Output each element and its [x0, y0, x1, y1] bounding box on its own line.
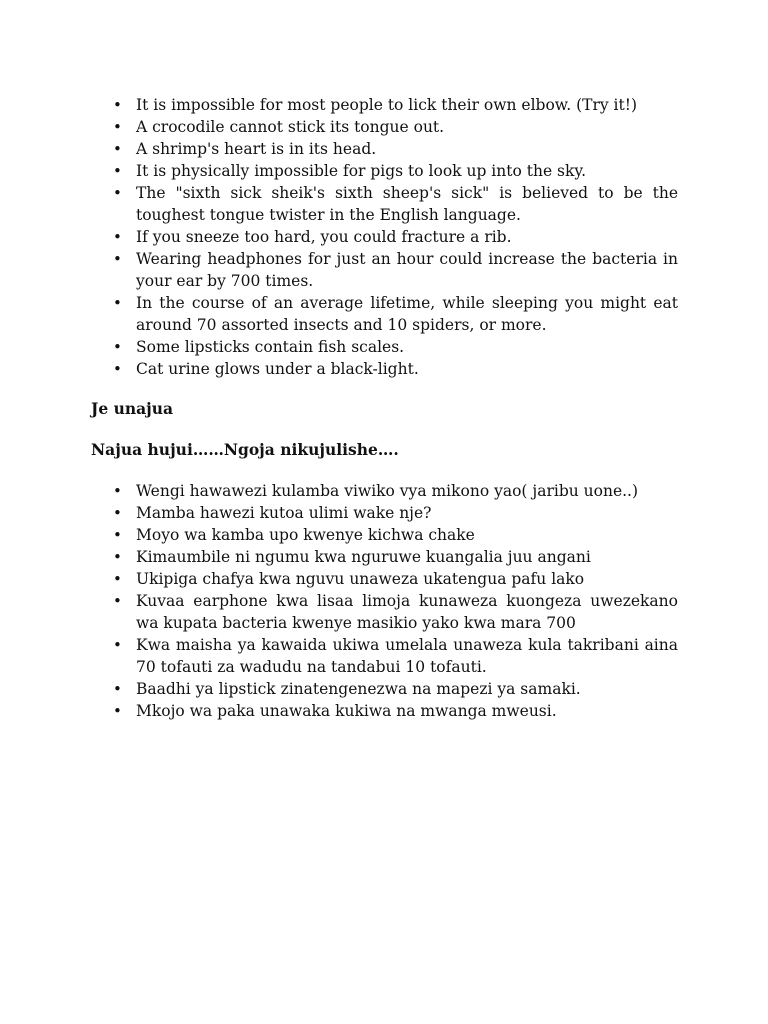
list-item-text: Kwa maisha ya kawaida ukiwa umelala unaweza kula takribani aina 70 tofauti za wadudu na tandabui 10 tofauti. — [136, 636, 678, 676]
list-item — [91, 138, 678, 160]
section-heading-je-unajua: Je unajua — [91, 399, 174, 418]
list-item — [91, 524, 678, 546]
list-item — [91, 116, 678, 138]
list-item-text: Ukipiga chafya kwa nguvu unaweza ukatengua pafu lako — [136, 570, 585, 588]
swahili-facts-list — [91, 480, 678, 722]
bullet-icon: • — [113, 338, 122, 356]
bullet-icon: • — [113, 592, 122, 610]
list-item-text: Cat urine glows under a black-light. — [136, 360, 419, 378]
bullet-icon: • — [113, 294, 122, 312]
list-item-text: It is physically impossible for pigs to look up into the sky. — [136, 162, 587, 180]
list-item — [91, 678, 678, 700]
list-item — [91, 358, 678, 380]
bullet-icon: • — [113, 548, 122, 566]
list-item-text: Kimaumbile ni ngumu kwa nguruwe kuangalia juu angani — [136, 548, 591, 566]
list-item-text: A shrimp's heart is in its head. — [136, 140, 377, 158]
list-item — [91, 248, 678, 292]
list-item — [91, 226, 678, 248]
list-item-text: Wearing headphones for just an hour could increase the bacteria in your ear by 700 times. — [136, 250, 678, 290]
list-item — [91, 94, 678, 116]
list-item — [91, 480, 678, 502]
bullet-icon: • — [113, 184, 122, 202]
list-item — [91, 336, 678, 358]
bullet-icon: • — [113, 118, 122, 136]
english-facts-list — [91, 94, 678, 380]
list-item-text: A crocodile cannot stick its tongue out. — [136, 118, 445, 136]
list-item — [91, 546, 678, 568]
bullet-icon: • — [113, 570, 122, 588]
section-heading-najua-hujui: Najua hujui……Ngoja nikujulishe…. — [91, 440, 399, 459]
list-item-text: If you sneeze too hard, you could fracture a rib. — [136, 228, 512, 246]
document-content — [91, 94, 678, 722]
list-item-text: It is impossible for most people to lick their own elbow. (Try it!) — [136, 96, 638, 114]
list-item — [91, 700, 678, 722]
bullet-icon: • — [113, 526, 122, 544]
list-item-text: Moyo wa kamba upo kwenye kichwa chake — [136, 526, 475, 544]
bullet-icon: • — [113, 636, 122, 654]
list-item-text: The "sixth sick sheik's sixth sheep's sick" is believed to be the toughest tongue twister in the English language. — [136, 184, 678, 224]
list-item — [91, 292, 678, 336]
list-item — [91, 590, 678, 634]
bullet-icon: • — [113, 162, 122, 180]
list-item — [91, 182, 678, 226]
list-item — [91, 634, 678, 678]
bullet-icon: • — [113, 360, 122, 378]
list-item-text: Baadhi ya lipstick zinatengenezwa na mapezi ya samaki. — [136, 680, 581, 698]
bullet-icon: • — [113, 96, 122, 114]
bullet-icon: • — [113, 250, 122, 268]
bullet-icon: • — [113, 228, 122, 246]
list-item-text: In the course of an average lifetime, while sleeping you might eat around 70 assorted insects and 10 spiders, or more. — [136, 294, 678, 334]
list-item-text: Wengi hawawezi kulamba viwiko vya mikono yao( jaribu uone..) — [136, 482, 639, 500]
bullet-icon: • — [113, 504, 122, 522]
list-item-text: Kuvaa earphone kwa lisaa limoja kunaweza kuongeza uwezekano wa kupata bacteria kwenye masikio yako kwa mara 700 — [136, 592, 678, 632]
bullet-icon: • — [113, 482, 122, 500]
bullet-icon: • — [113, 680, 122, 698]
bullet-icon: • — [113, 702, 122, 720]
list-item-text: Mamba hawezi kutoa ulimi wake nje? — [136, 504, 432, 522]
list-item — [91, 568, 678, 590]
list-item — [91, 160, 678, 182]
list-item-text: Some lipsticks contain fish scales. — [136, 338, 405, 356]
list-item-text: Mkojo wa paka unawaka kukiwa na mwanga mweusi. — [136, 702, 557, 720]
bullet-icon: • — [113, 140, 122, 158]
list-item — [91, 502, 678, 524]
